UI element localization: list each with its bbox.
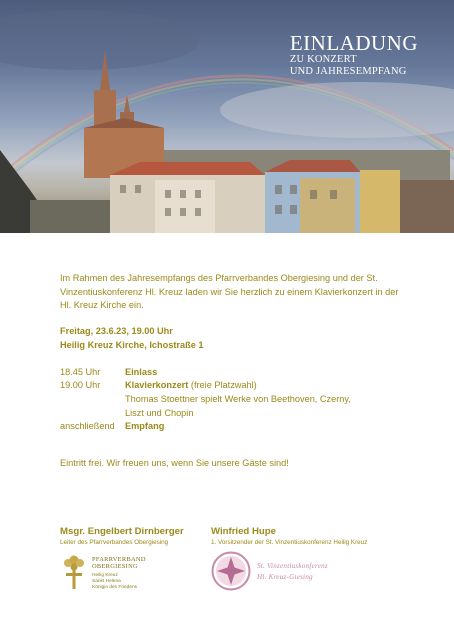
intro-paragraph: Im Rahmen des Jahresempfangs des Pfarrverbandes Obergiesing und der St. Vinzentiuskonferenz Hl. Kreuz laden wir Sie herzlich zu einem Klavierkonzert in der Hl. Kreuz Kirche ein. (60, 273, 399, 311)
invitation-body (60, 272, 400, 470)
program-title: Empfang (125, 421, 165, 432)
program-detail: (freie Platzwahl) (188, 380, 257, 391)
event-date: Freitag, 23.6.23, 19.00 Uhr (60, 325, 173, 336)
signer-name: Msgr. Engelbert Dirnberger (60, 526, 184, 537)
program-item (125, 420, 400, 434)
signature-right (211, 526, 367, 547)
program-time (60, 407, 125, 421)
event-location: Heilig Kreuz Kirche, Ichostraße 1 (60, 339, 204, 350)
program-title: Einlass (125, 366, 158, 377)
event-details (60, 324, 400, 352)
program-item (125, 407, 400, 421)
program-schedule (60, 366, 400, 434)
program-time: 18.45 Uhr (60, 366, 101, 377)
program-time: anschließend (60, 421, 115, 432)
parish-name: Königin des Friedens (92, 585, 138, 590)
program-time: 19.00 Uhr (60, 380, 101, 391)
logo-right-line2: Hl. Kreuz-Giesing (257, 573, 313, 581)
cross-emblem-icon (211, 551, 251, 591)
invitation-title: EINLADUNG (289, 31, 418, 55)
signer-role: 1. Vorsitzender der St. Vinzentiuskonferenz Heilig Kreuz (211, 539, 368, 546)
tree-cross-icon (62, 555, 86, 591)
program-detail: Liszt und Chopin (125, 407, 194, 418)
program-item (125, 393, 400, 407)
parish-name: Sankt Helena (92, 579, 121, 584)
signer-name: Winfried Hupe (211, 526, 276, 537)
logo-right-line1: St. Vinzentiuskonferenz (257, 562, 328, 570)
admission-note: Eintritt frei. Wir freuen uns, wenn Sie unsere Gäste sind! (60, 457, 289, 468)
invitation-title-block (290, 32, 418, 78)
program-item (125, 366, 400, 380)
program-detail: Thomas Stoettner spielt Werke von Beethoven, Czerny, (125, 393, 351, 404)
invitation-subtitle-line2: UND JAHRESEMPFANG (289, 66, 407, 77)
invitation-subtitle-line1: ZU KONZERT (289, 54, 357, 65)
parish-name: Heilig Kreuz (92, 573, 118, 578)
logo-left-line1: PFARRVERBAND (92, 556, 146, 563)
pfarrverband-logo (62, 553, 172, 595)
program-item (125, 379, 400, 393)
program-time (60, 393, 125, 407)
program-title: Klavierkonzert (125, 380, 189, 391)
logo-left-line2: OBERGIESING (92, 563, 138, 570)
vinzentius-logo (211, 551, 411, 595)
signer-role: Leiter des Pfarrverbandes Obergiesing (60, 539, 169, 546)
hero-photo (0, 0, 454, 233)
signature-left (60, 526, 184, 547)
